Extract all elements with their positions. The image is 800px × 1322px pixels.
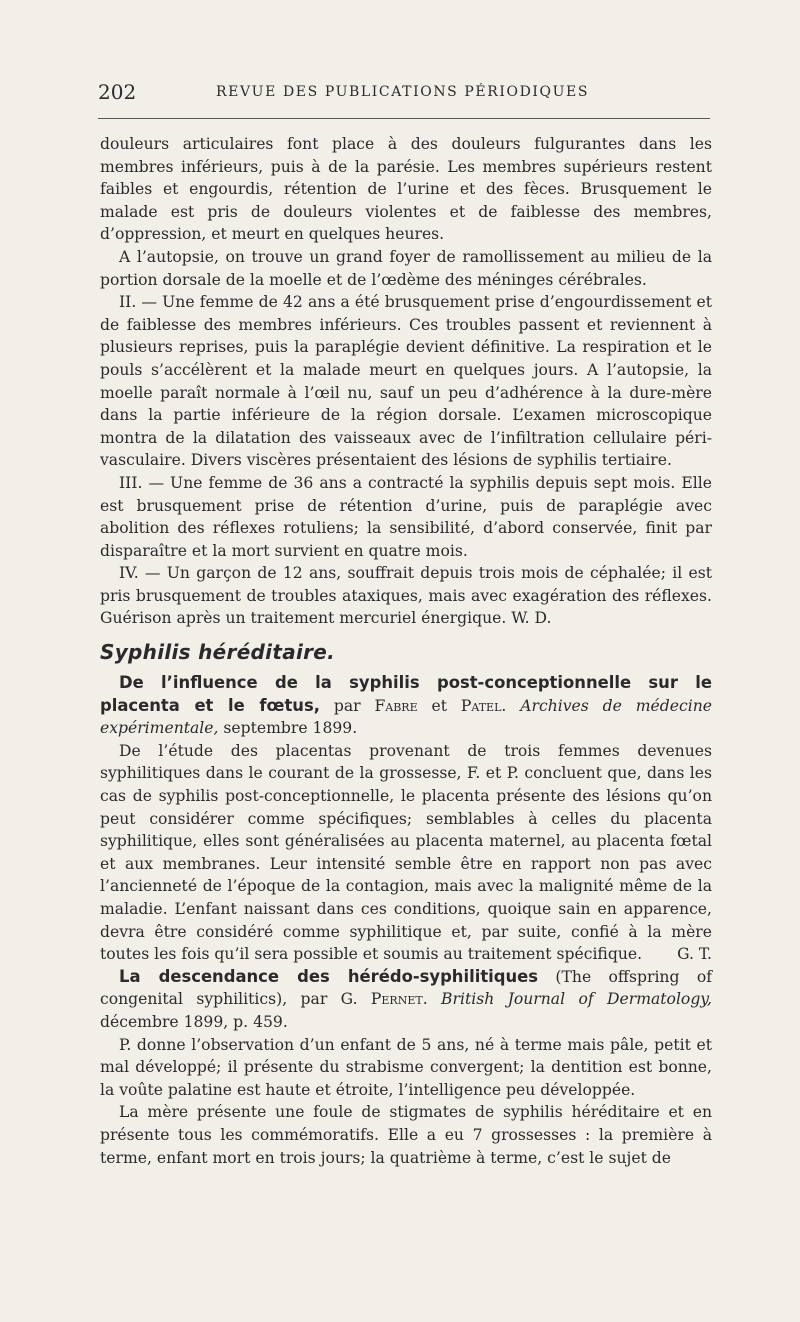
citation-text: . — [501, 696, 521, 715]
paragraph: III. — Une femme de 36 ans a contracté la syphilis depuis sept mois. Elle est brusquement prise de rétention d’urine, puis de paraplégie avec abolition des réflexes rotuliens; la sensibilité, d’abord conservée, finit par disparaître et la mort survient en quatre mois. — [100, 473, 712, 560]
paragraph-text: De l’étude des placentas provenant de trois femmes devenues syphilitiques dans le courant de la grossesse, F. et P. concluent que, dans les cas de syphilis post-conceptionnelle, le placenta présente des lésions qu’on peut considérer comme spécifiques; semblables à celles du placenta syphilitique, elles sont généralisées au placenta maternel, au placenta fœtal et aux membranes. Leur intensité semble être en rapport non pas avec l’ancienneté de l’époque de la contagion, mais avec la malignité même de la maladie. L’enfant naissant dans ces conditions, quoique sain en apparence, devra être considéré comme syphilitique et, par suite, confié à la mère toutes les fois qu’il sera possible et soumis au traitement spécifique. — [100, 741, 712, 964]
journal-name: British Journal of Dermatology, — [441, 990, 712, 1009]
reviewer-signature: W. D. — [511, 609, 552, 628]
paragraph — [100, 740, 712, 966]
paragraph: II. — Une femme de 42 ans a été brusquement prise d’engourdissement et de faiblesse des membres inférieurs. Ces troubles passent et reviennent à plusieurs reprises, puis la paraplégie devient définitive. La respiration et le pouls s’accélèrent et la malade meurt en quelques jours. A l’autopsie, la moelle paraît normale à l’œil nu, sauf un peu d’adhérence à la dure-mère dans la partie inférieure de la région dorsale. L’examen microscopique montra de la dilatation des vaisseaux avec de l’infiltration cellulaire péri-vasculaire. Divers viscères présentaient des lésions de syphilis tertiaire. — [100, 293, 712, 470]
citation-text: par — [319, 696, 375, 715]
author-name: Pernet — [370, 990, 423, 1009]
author-name: Patel — [460, 696, 502, 715]
paragraph: P. donne l’observation d’un enfant de 5 ans, né à terme mais pâle, petit et mal développé; il présente du strabisme convergent; la dentition est bonne, la voûte palatine est haute et étroite, l’intelligence peu développée. — [100, 1035, 712, 1099]
citation-date: septembre 1899. — [218, 719, 358, 738]
section-heading: Syphilis héréditaire. — [100, 640, 336, 665]
running-head: REVUE DES PUBLICATIONS PÉRIODIQUES — [216, 84, 590, 100]
article-citation — [100, 672, 712, 740]
citation-text: et — [417, 696, 461, 715]
citation-text: (The offspring of congenital syphilitics), par G. — [100, 967, 712, 1009]
paragraph-text: IV. — Un garçon de 12 ans, souffrait depuis trois mois de céphalée; il est pris brusquement de troubles ataxiques, mais avec exagération des réflexes. Guérison après un traitement mercuriel énergique. — [100, 564, 712, 628]
paragraph — [100, 562, 712, 630]
page-number: 202 — [98, 80, 137, 104]
paragraph: La mère présente une foule de stigmates de syphilis héréditaire et en présente tous les commémoratifs. Elle a eu 7 grossesses : la première à terme, enfant mort en trois jours; la quatrième à terme, c’est le sujet de — [100, 1103, 712, 1167]
author-name: Fabre — [374, 696, 418, 715]
reviewer-signature: G. T. — [677, 945, 712, 964]
article-title: La descendance des hérédo-syphilitiques — [119, 966, 539, 986]
article-title: De l’influence de la syphilis post-conceptionnelle sur le placenta et le fœtus, — [100, 673, 712, 715]
paragraph: A l’autopsie, on trouve un grand foyer de ramollissement au milieu de la portion dorsale de la moelle et de l’œdème des méninges cérébrales. — [100, 247, 712, 289]
page-body — [100, 133, 712, 1169]
page-header — [98, 80, 710, 112]
header-rule — [98, 118, 710, 119]
journal-name: Archives de médecine expérimentale, — [100, 696, 712, 738]
paragraph: douleurs articulaires font place à des douleurs fulgurantes dans les membres inférieurs, puis à de la parésie. Les membres supérieurs restent faibles et engourdis, rétention de l’urine et des fèces. Brusquement le malade est pris de douleurs violentes et de faiblesse des membres, d’oppression, et meurt en quelques heures. — [100, 135, 712, 244]
article-citation — [100, 966, 712, 1034]
citation-date: décembre 1899, p. 459. — [100, 1012, 288, 1031]
citation-text: . — [422, 990, 442, 1009]
